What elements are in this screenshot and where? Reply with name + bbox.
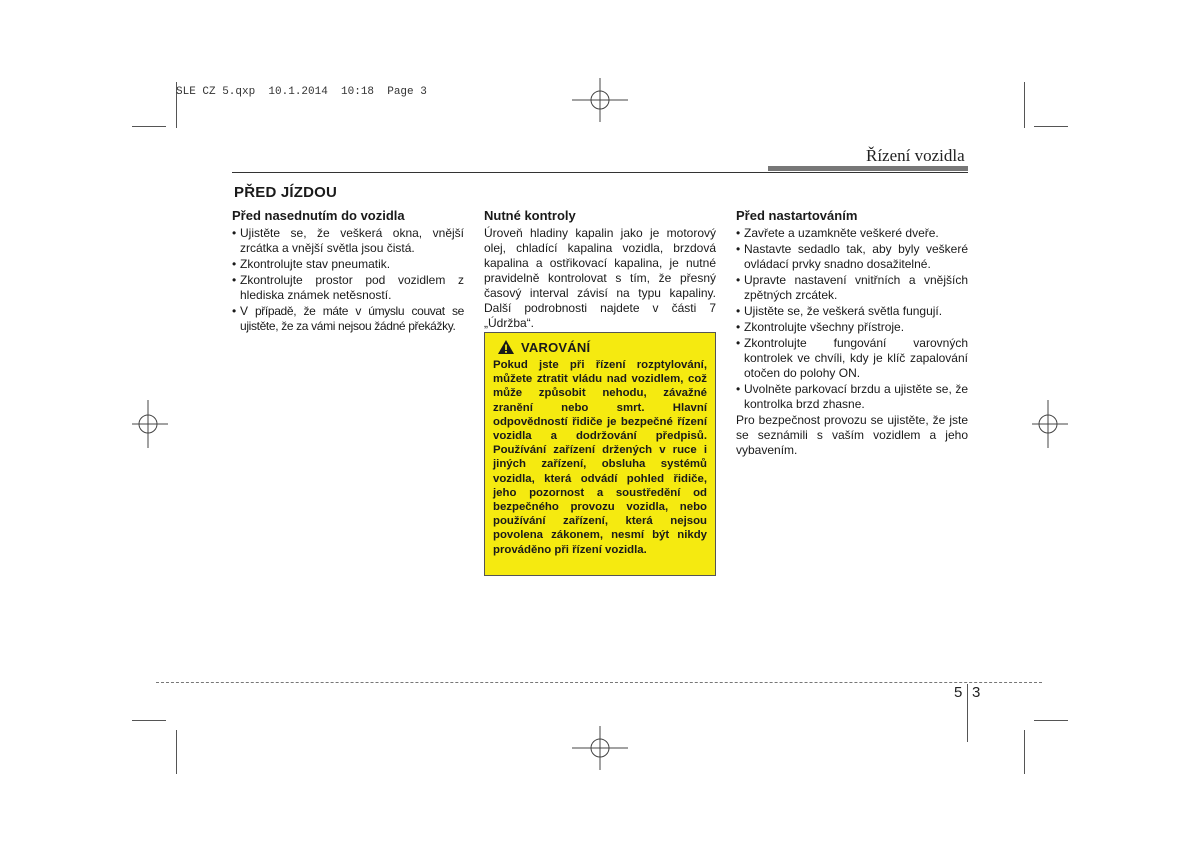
- page-title: PŘED JÍZDOU: [234, 184, 338, 201]
- list-item: • Zavřete a uzamkněte veškeré dveře.: [736, 226, 939, 240]
- column-heading: Před nasednutím do vozidla: [232, 208, 405, 223]
- crop-mark: [132, 126, 166, 127]
- print-slug: SLE CZ 5.qxp 10.1.2014 10:18 Page 3: [176, 86, 427, 98]
- crop-mark: [1034, 720, 1068, 721]
- warning-triangle-icon: [497, 339, 515, 355]
- crop-mark: [1034, 126, 1068, 127]
- list-item: • Uvolněte parkovací brzdu a ujistěte se, že kontrolka brzd zhasne.: [736, 382, 968, 411]
- column-before-entering: [232, 207, 464, 335]
- column-heading: Před nastartováním: [736, 208, 858, 223]
- warning-text: Pokud jste při řízení rozptylování, můžete ztratit vládu nad vozidlem, což může způsobit nehodu, závažné zranění nebo smrt. Hlavní odpovědností řidiče je bezpečné řízení vozidla a dodržování předpisů. Používání zařízení držených v ruce i jiných zařízení, obsluha systémů vozidla, která odvádí pohled řidiče, jeho pozornost a soustředění od bezpečného provozu vozidla, nebo používání zařízení, která nejsou povolena zákonem, nesmí být nikdy prováděno při řízení vozidla.: [493, 359, 707, 556]
- list-item: • Ujistěte se, že veškerá okna, vnější zrcátka a vnější světla jsou čistá.: [232, 226, 464, 255]
- warning-box: [484, 332, 716, 576]
- list-item: • V případě, že máte v úmyslu couvat se ujistěte, že za vámi nejsou žádné překážky.: [232, 304, 464, 333]
- checklist: [736, 226, 968, 412]
- checklist: [232, 226, 464, 334]
- header-bar: [768, 166, 968, 171]
- registration-mark-icon: [572, 78, 628, 122]
- warning-title: VAROVÁNÍ: [521, 339, 591, 355]
- registration-mark-icon: [132, 400, 168, 448]
- section-heading: Řízení vozidla: [866, 146, 965, 165]
- header-rule: [232, 172, 968, 173]
- list-item: • Ujistěte se, že veškerá světla fungují.: [736, 304, 943, 318]
- registration-mark-icon: [1032, 400, 1068, 448]
- crop-mark: [132, 720, 166, 721]
- list-item: • Zkontrolujte všechny přístroje.: [736, 320, 905, 334]
- chapter-number: 5: [954, 684, 963, 701]
- crop-mark: [1024, 82, 1025, 128]
- list-item: • Zkontrolujte fungování varovných kontrolek ve chvíli, kdy je klíč zapalování otočen do polohy ON.: [736, 336, 968, 380]
- footer-rule: [156, 682, 1042, 683]
- body-text: Pro bezpečnost provozu se ujistěte, že jste se seznámili s vaším vozidlem a jeho vybavením.: [736, 413, 968, 457]
- page-number: 3: [972, 684, 981, 701]
- crop-mark: [176, 730, 177, 774]
- column-required-checks: [484, 207, 716, 331]
- page-number-divider: [967, 684, 968, 742]
- column-heading: Nutné kontroly: [484, 208, 576, 223]
- crop-mark: [1024, 730, 1025, 774]
- list-item: • Nastavte sedadlo tak, aby byly veškeré ovládací prvky snadno dosažitelné.: [736, 242, 968, 271]
- list-item: • Zkontrolujte prostor pod vozidlem z hlediska známek netěsností.: [232, 273, 464, 302]
- warning-header: [497, 339, 707, 355]
- body-text: Úroveň hladiny kapalin jako je motorový olej, chladící kapalina vozidla, brzdová kapalina a ostřikovací kapalina, je nutné pravidelně kontrolovat s tím, že přesný časový interval závisí na typu kapaliny. Další podrobnosti najdete v části 7 „Údržba“.: [484, 226, 716, 330]
- list-item: • Zkontrolujte stav pneumatik.: [232, 257, 391, 271]
- column-before-starting: [736, 207, 968, 458]
- list-item: • Upravte nastavení vnitřních a vnějších zpětných zrcátek.: [736, 273, 968, 302]
- registration-mark-icon: [572, 726, 628, 770]
